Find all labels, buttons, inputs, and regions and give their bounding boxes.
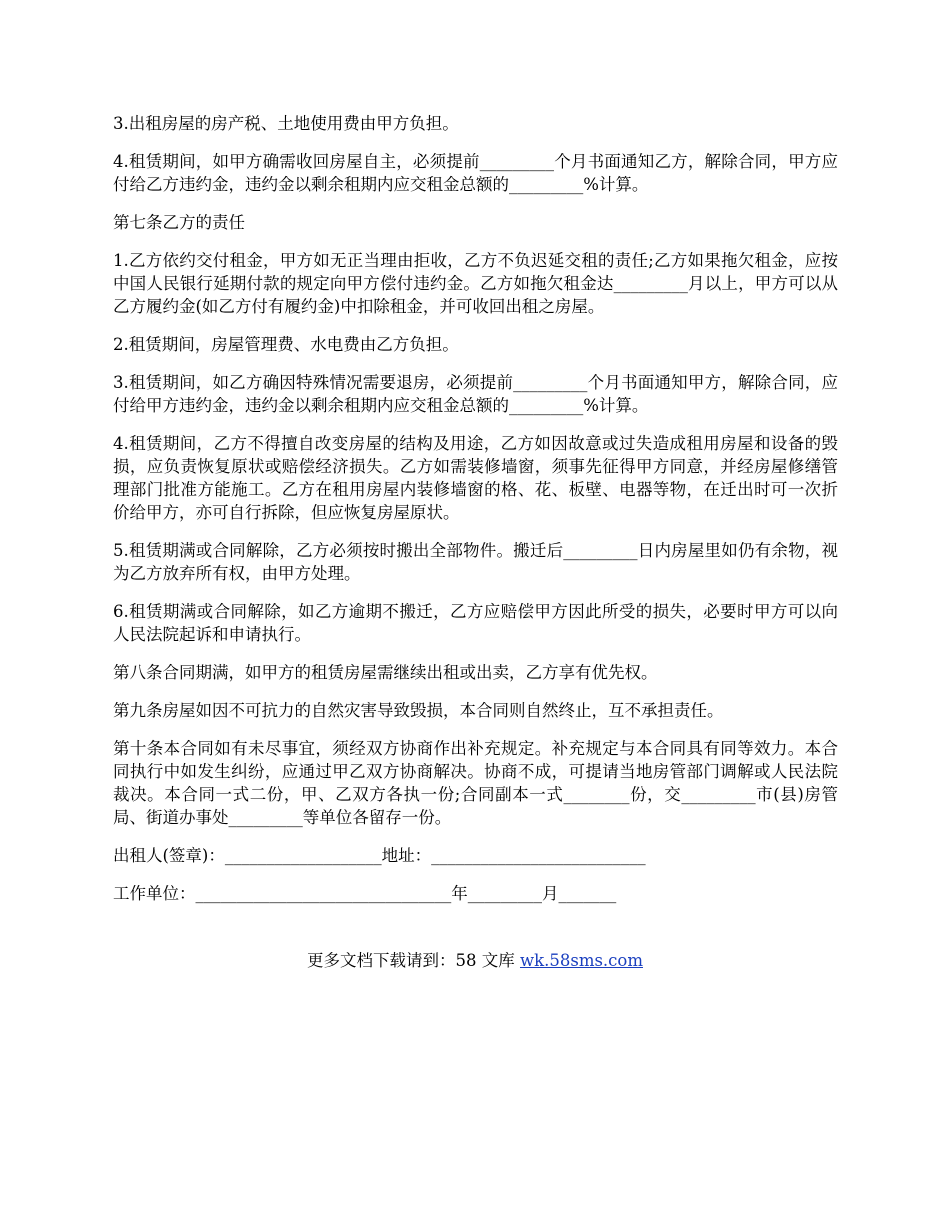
paragraph-clause-7-6: 6.租赁期满或合同解除，如乙方逾期不搬迁，乙方应赔偿甲方因此所受的损失，必要时甲方可以向人民法院起诉和申请执行。 [113,602,838,644]
section-heading-article-7: 第七条乙方的责任 [113,213,245,232]
signature-line-workplace: 工作单位：_______________________________年_________月_______ [113,884,617,903]
paragraph-article-10: 第十条本合同如有未尽事宜，须经双方协商作出补充规定。补充规定与本合同具有同等效力。本合同执行中如发生纠纷，应通过甲乙双方协商解决。协商不成，可提请当地房管部门调解或人民法院裁决。本合同一式二份，甲、乙双方各执一份;合同副本一式________份，交_________市(县)房管局、街道办事处_________等单位各留存一份。 [113,739,838,827]
paragraph-clause-6-4: 4.租赁期间，如甲方确需收回房屋自主，必须提前_________个月书面通知乙方，解除合同，甲方应付给乙方违约金，违约金以剩余租期内应交租金总额的_________%计算。 [113,152,838,194]
document-body [113,112,838,920]
paragraph-clause-6-3: 3.出租房屋的房产税、土地使用费由甲方负担。 [113,114,459,133]
paragraph-clause-7-3: 3.租赁期间，如乙方确因特殊情况需要退房，必须提前_________个月书面通知甲方，解除合同，应付给甲方违约金，违约金以剩余租期内应交租金总额的_________%计算。 [113,373,838,415]
signature-line-lessor: 出租人(签章)：___________________地址：__________________________ [113,846,646,865]
paragraph-clause-7-1: 1.乙方依约交付租金，甲方如无正当理由拒收，乙方不负迟延交租的责任;乙方如果拖欠租金，应按中国人民银行延期付款的规定向甲方偿付违约金。乙方如拖欠租金达_________月以上，甲方可以从乙方履约金(如乙方付有履约金)中扣除租金，并可收回出租之房屋。 [113,251,838,316]
paragraph-clause-7-2: 2.租赁期间，房屋管理费、水电费由乙方负担。 [113,335,459,354]
paragraph-clause-7-5: 5.租赁期满或合同解除，乙方必须按时搬出全部物件。搬迁后_________日内房屋里如仍有余物，视为乙方放弃所有权，由甲方处理。 [113,541,838,583]
paragraph-clause-7-4: 4.租赁期间，乙方不得擅自改变房屋的结构及用途，乙方如因故意或过失造成租用房屋和设备的毁损，应负责恢复原状或赔偿经济损失。乙方如需装修墙窗，须事先征得甲方同意，并经房屋修缮管理部门批准方能施工。乙方在租用房屋内装修墙窗的格、花、板壁、电器等物，在迁出时可一次折价给甲方，亦可自行拆除，但应恢复房屋原状。 [113,434,838,522]
footer-link[interactable]: wk.58sms.com [519,951,643,970]
footer-prefix: 更多文档下载请到：58 文库 [306,951,520,970]
footer [0,949,950,972]
paragraph-article-8: 第八条合同期满，如甲方的租赁房屋需继续出租或出卖，乙方享有优先权。 [113,663,658,682]
paragraph-article-9: 第九条房屋如因不可抗力的自然灾害导致毁损，本合同则自然终止，互不承担责任。 [113,701,724,720]
